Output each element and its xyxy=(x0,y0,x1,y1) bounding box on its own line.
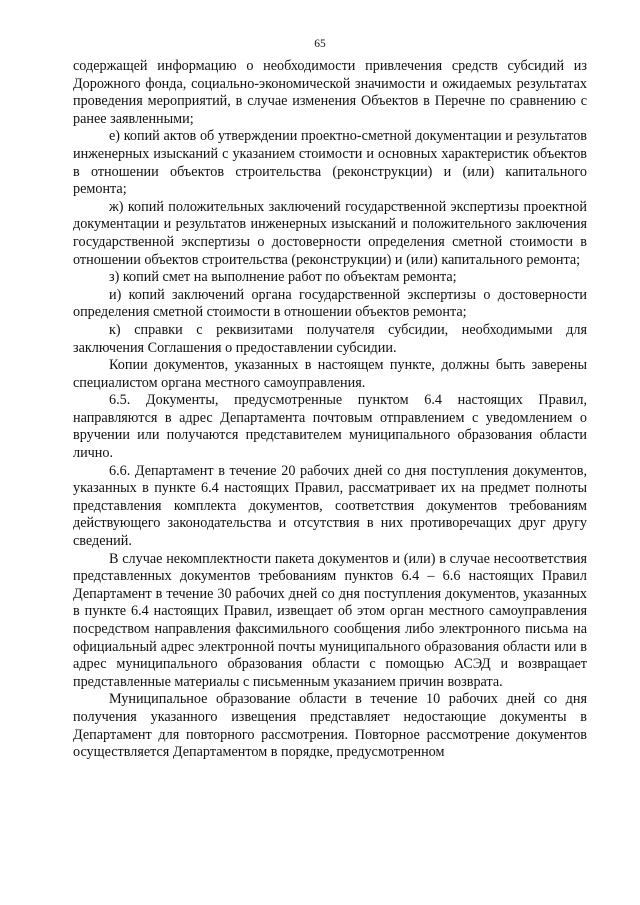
page-number: 65 xyxy=(314,38,326,50)
paragraph-item-z: з) копий смет на выполнение работ по объектам ремонта; xyxy=(109,269,457,286)
paragraph-item-zh: ж) копий положительных заключений государственной экспертизы проектной документации и результатов инженерных изысканий и положительного заключения государственной экспертизы о достоверности определения сметной стоимости в отношении объектов строительства (реконструкции) и (или) капитального ремонта; xyxy=(73,198,587,268)
paragraph-item-k: к) справки с реквизитами получателя субсидии, необходимыми для заключения Соглашения о предоставлении субсидии. xyxy=(73,321,587,356)
paragraph-6-5: 6.5. Документы, предусмотренные пунктом 6.4 настоящих Правил, направляются в адрес Департамента почтовым отправлением с уведомлением о вручении или получаются представителем муниципального образования области лично. xyxy=(73,392,587,462)
paragraph-item-e: е) копий актов об утверждении проектно-сметной документации и результатов инженерных изысканий с указанием стоимости и основных характеристик объектов в отношении объектов строительства (реконструкции) и (или) капитального ремонта; xyxy=(73,128,587,198)
paragraph-copies-note: Копии документов, указанных в настоящем пункте, должны быть заверены специалистом органа местного самоуправления. xyxy=(73,357,587,391)
paragraph-continuation: содержащей информацию о необходимости привлечения средств субсидий из Дорожного фонда, социально-экономической значимости и ожидаемых результатах проведения мероприятий, в случае изменения Объектов в Перечне по сравнению с ранее заявленными; xyxy=(73,58,587,127)
paragraph-incompleteness: В случае некомплектности пакета документов и (или) в случае несоответствия представленных документов требованиям пунктов 6.4 – 6.6 настоящих Правил Департамент в течение 30 рабочих дней со дня поступления документов, указанных в пункте 6.4 настоящих Правил, извещает об этом орган местного самоуправления посредством направления факсимильного сообщения либо электронного письма на официальный адрес электронной почты муниципального образования области или в адрес муниципального образования области с помощью АСЭД и возвращает представленные материалы с письменным указанием причин возврата. xyxy=(73,550,587,690)
paragraph-resubmission: Муниципальное образование области в течение 10 рабочих дней со дня получения указанного извещения представляет недостающие документы в Департамент для повторного рассмотрения. Повторное рассмотрение документов осуществляется Департаментом в порядке, предусмотренном xyxy=(73,691,587,761)
document-body xyxy=(73,58,587,762)
paragraph-item-i: и) копий заключений органа государственной экспертизы о достоверности определения сметной стоимости в отношении объектов ремонта; xyxy=(73,286,587,321)
paragraph-6-6: 6.6. Департамент в течение 20 рабочих дней со дня поступления документов, указанных в пункте 6.4 настоящих Правил, рассматривает их на предмет полноты представления комплекта документов, соответствия документов требованиям действующего законодательства и отсутствия в них противоречащих друг другу сведений. xyxy=(73,462,587,550)
